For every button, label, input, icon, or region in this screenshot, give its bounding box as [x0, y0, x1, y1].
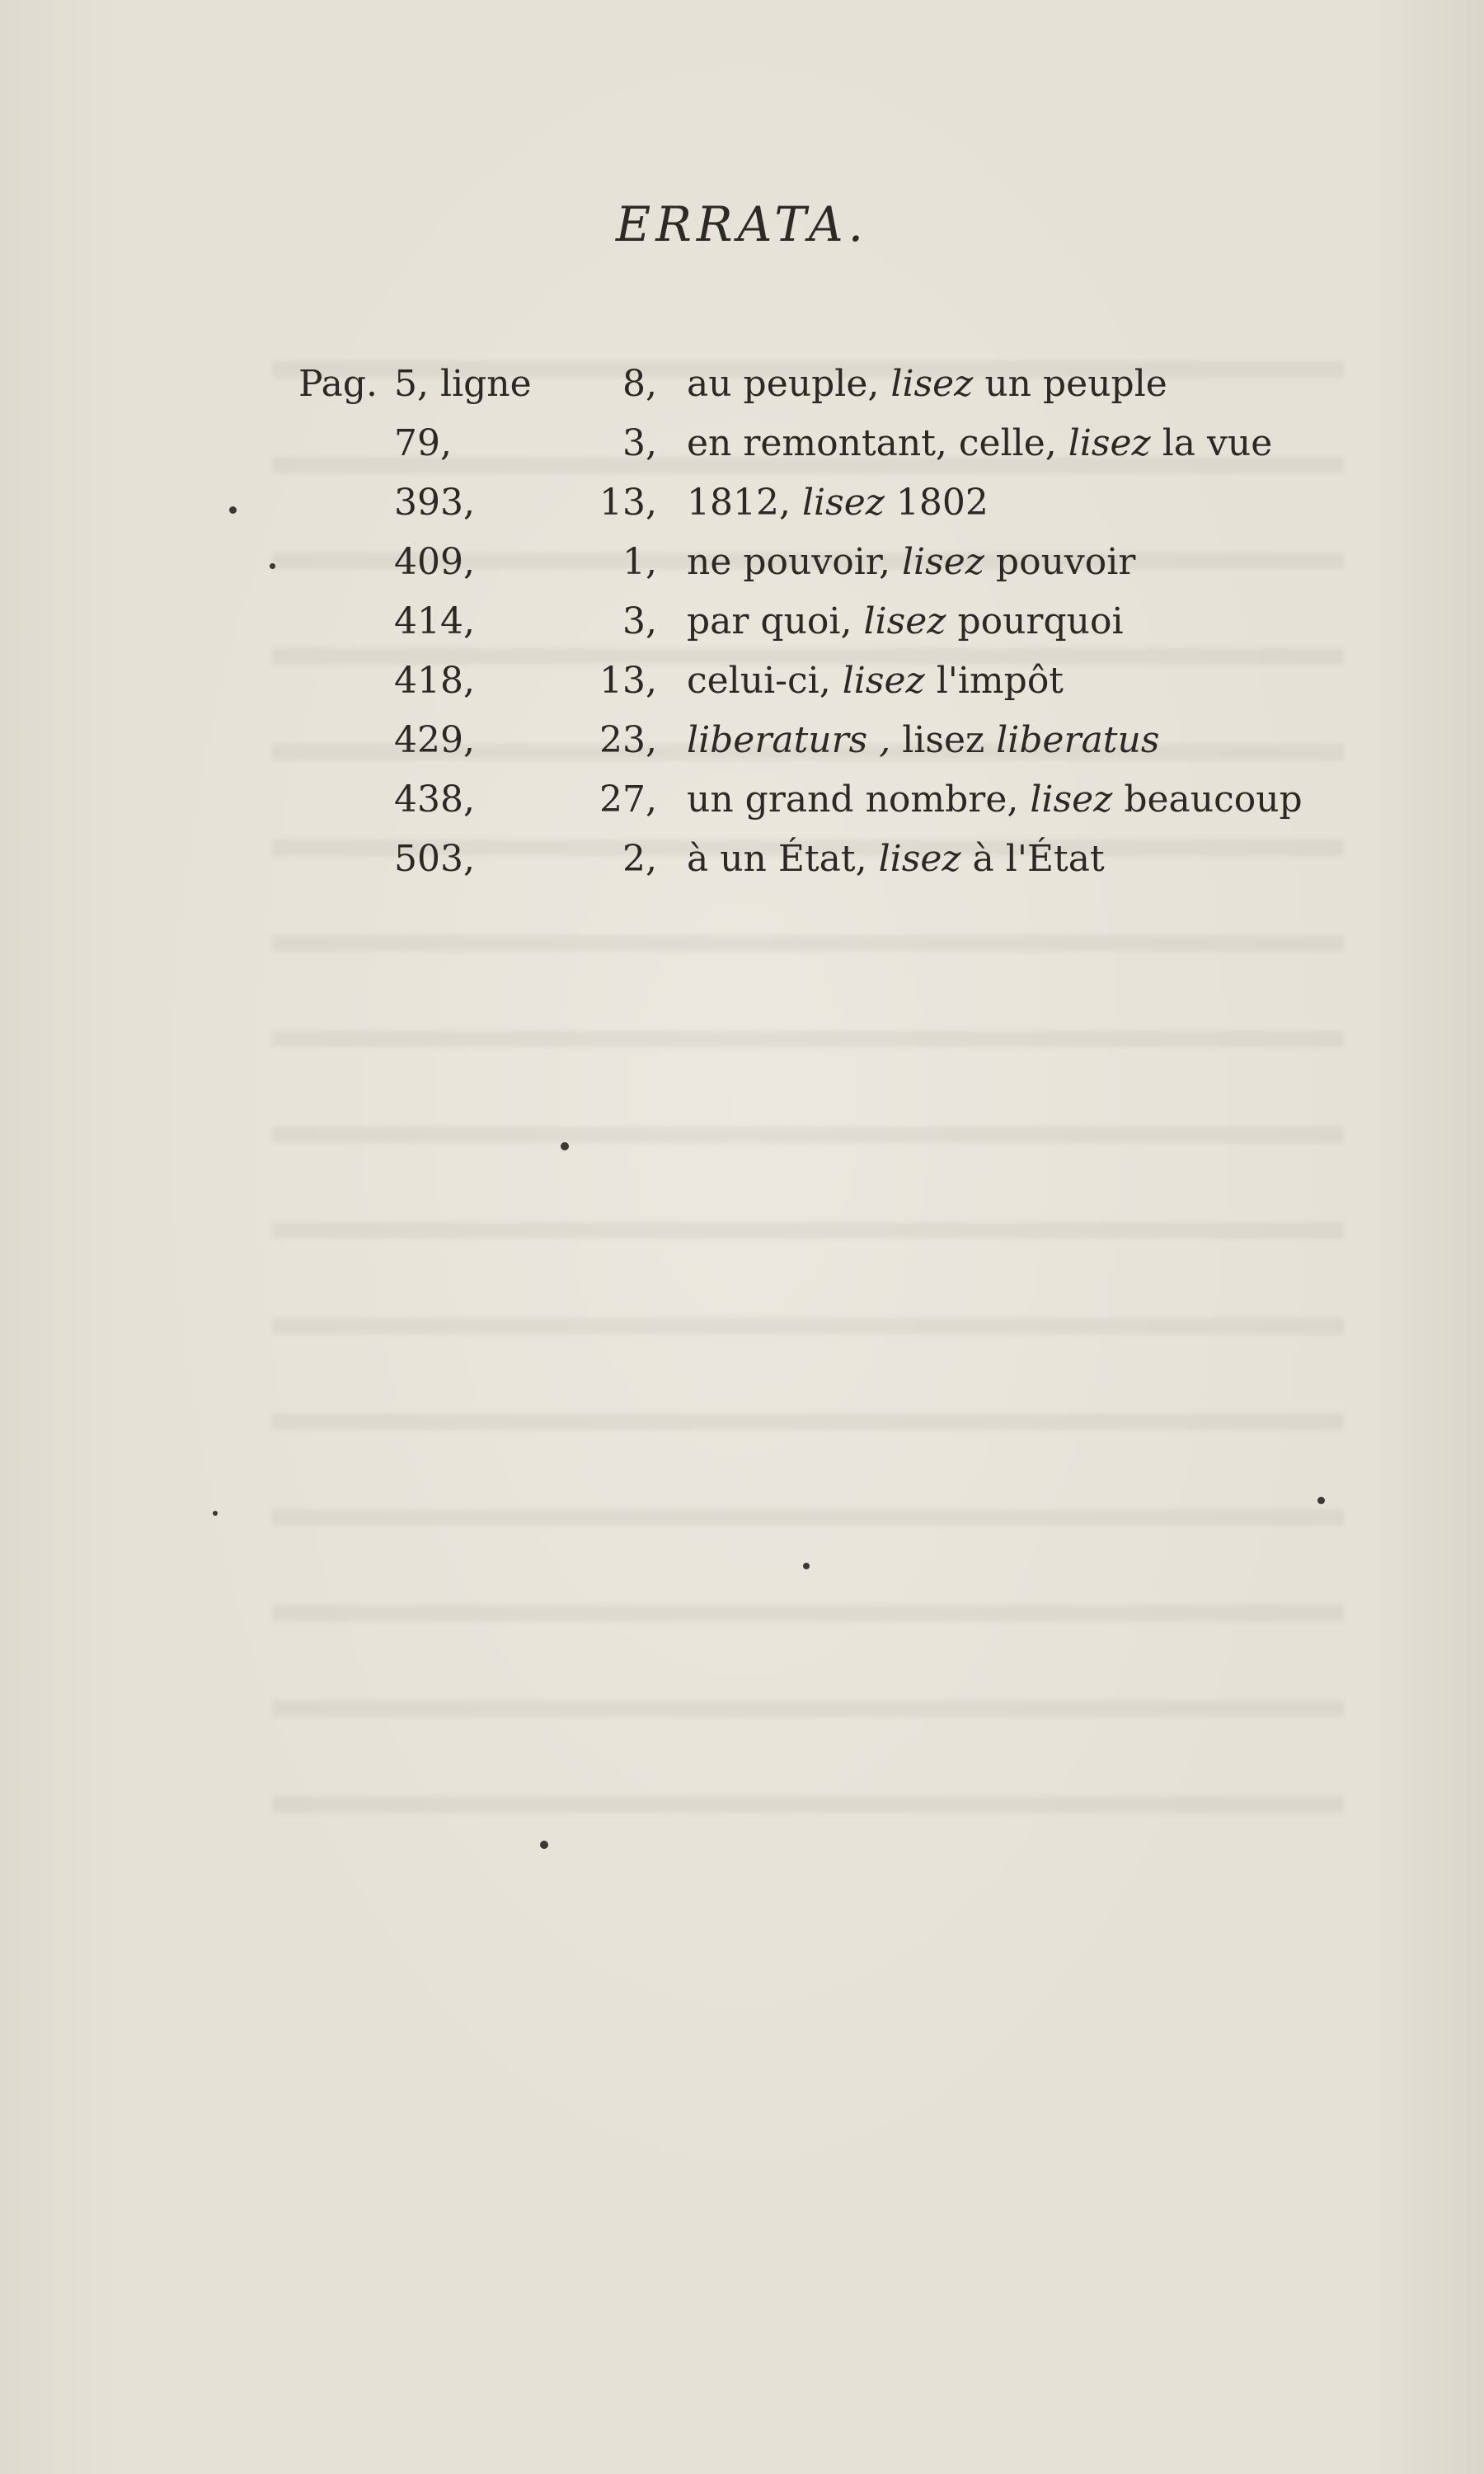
page-number: 438,: [394, 778, 475, 821]
line-number: 27,: [599, 778, 657, 821]
correction: [687, 533, 1135, 592]
page-number: 429,: [394, 719, 475, 761]
lisez-label: lisez: [1068, 422, 1151, 464]
corrected-text: 1802: [895, 482, 989, 524]
lisez-label: lisez: [902, 719, 985, 761]
page-number: 409,: [394, 541, 475, 583]
page-number: 414,: [394, 600, 475, 642]
correction: [687, 592, 1124, 651]
line-label: ligne: [439, 363, 532, 405]
correction: [687, 473, 989, 533]
ink-speck: [803, 1563, 810, 1569]
ink-speck: [1317, 1497, 1325, 1504]
corrected-text: pouvoir: [995, 541, 1136, 583]
erroneous-text: celui-ci,: [687, 660, 831, 702]
erroneous-text: liberaturs ,: [687, 719, 891, 761]
errata-entry: [0, 414, 1484, 473]
lisez-label: lisez: [1030, 778, 1113, 821]
page-number: 503,: [394, 838, 475, 880]
correction: [687, 651, 1064, 711]
erroneous-text: en remontant, celle,: [687, 422, 1057, 464]
ink-speck: [561, 1142, 569, 1150]
erroneous-text: par quoi,: [687, 600, 852, 642]
line-number: 23,: [599, 719, 657, 761]
correction: [687, 770, 1303, 830]
corrected-text: beaucoup: [1124, 778, 1303, 821]
errata-entry: [0, 473, 1484, 533]
page-number: 393,: [394, 482, 475, 524]
corrected-text: un peuple: [984, 363, 1167, 405]
line-number: 1,: [622, 541, 657, 583]
line-number: 2,: [622, 838, 657, 880]
page-prefix: Pag.: [298, 363, 378, 405]
lisez-label: lisez: [890, 363, 974, 405]
erroneous-text: au peuple,: [687, 363, 880, 405]
page-title: ERRATA.: [615, 196, 869, 252]
correction: [687, 830, 1105, 889]
corrected-text: pourquoi: [957, 600, 1124, 642]
lisez-label: lisez: [901, 541, 984, 583]
ink-speck: [540, 1841, 548, 1849]
correction: [687, 414, 1272, 473]
line-number: 8,: [622, 363, 657, 405]
errata-entry: [0, 651, 1484, 711]
erroneous-text: un grand nombre,: [687, 778, 1019, 821]
lisez-label: lisez: [801, 482, 885, 524]
lisez-label: lisez: [878, 838, 961, 880]
page-number: 79,: [394, 422, 452, 464]
correction: [687, 711, 1159, 770]
errata-entry: [0, 770, 1484, 830]
corrected-text: liberatus: [996, 719, 1160, 761]
line-number: 13,: [599, 660, 657, 702]
errata-entry: [0, 533, 1484, 592]
errata-entry: [0, 830, 1484, 889]
corrected-text: l'impôt: [936, 660, 1064, 702]
lisez-label: lisez: [842, 660, 925, 702]
erroneous-text: 1812,: [687, 482, 791, 524]
line-number: 13,: [599, 482, 657, 524]
page-number: 5, ligne: [394, 363, 532, 405]
corrected-text: la vue: [1162, 422, 1273, 464]
corrected-text: à l'État: [972, 838, 1105, 880]
line-number: 3,: [622, 600, 657, 642]
ink-speck: [213, 1511, 218, 1516]
lisez-label: lisez: [863, 600, 946, 642]
line-number: 3,: [622, 422, 657, 464]
errata-entry: [0, 711, 1484, 770]
errata-entry: [0, 592, 1484, 651]
correction: [687, 355, 1167, 414]
errata-entry: [0, 355, 1484, 414]
erroneous-text: à un État,: [687, 838, 867, 880]
page-number: 418,: [394, 660, 475, 702]
erroneous-text: ne pouvoir,: [687, 541, 890, 583]
